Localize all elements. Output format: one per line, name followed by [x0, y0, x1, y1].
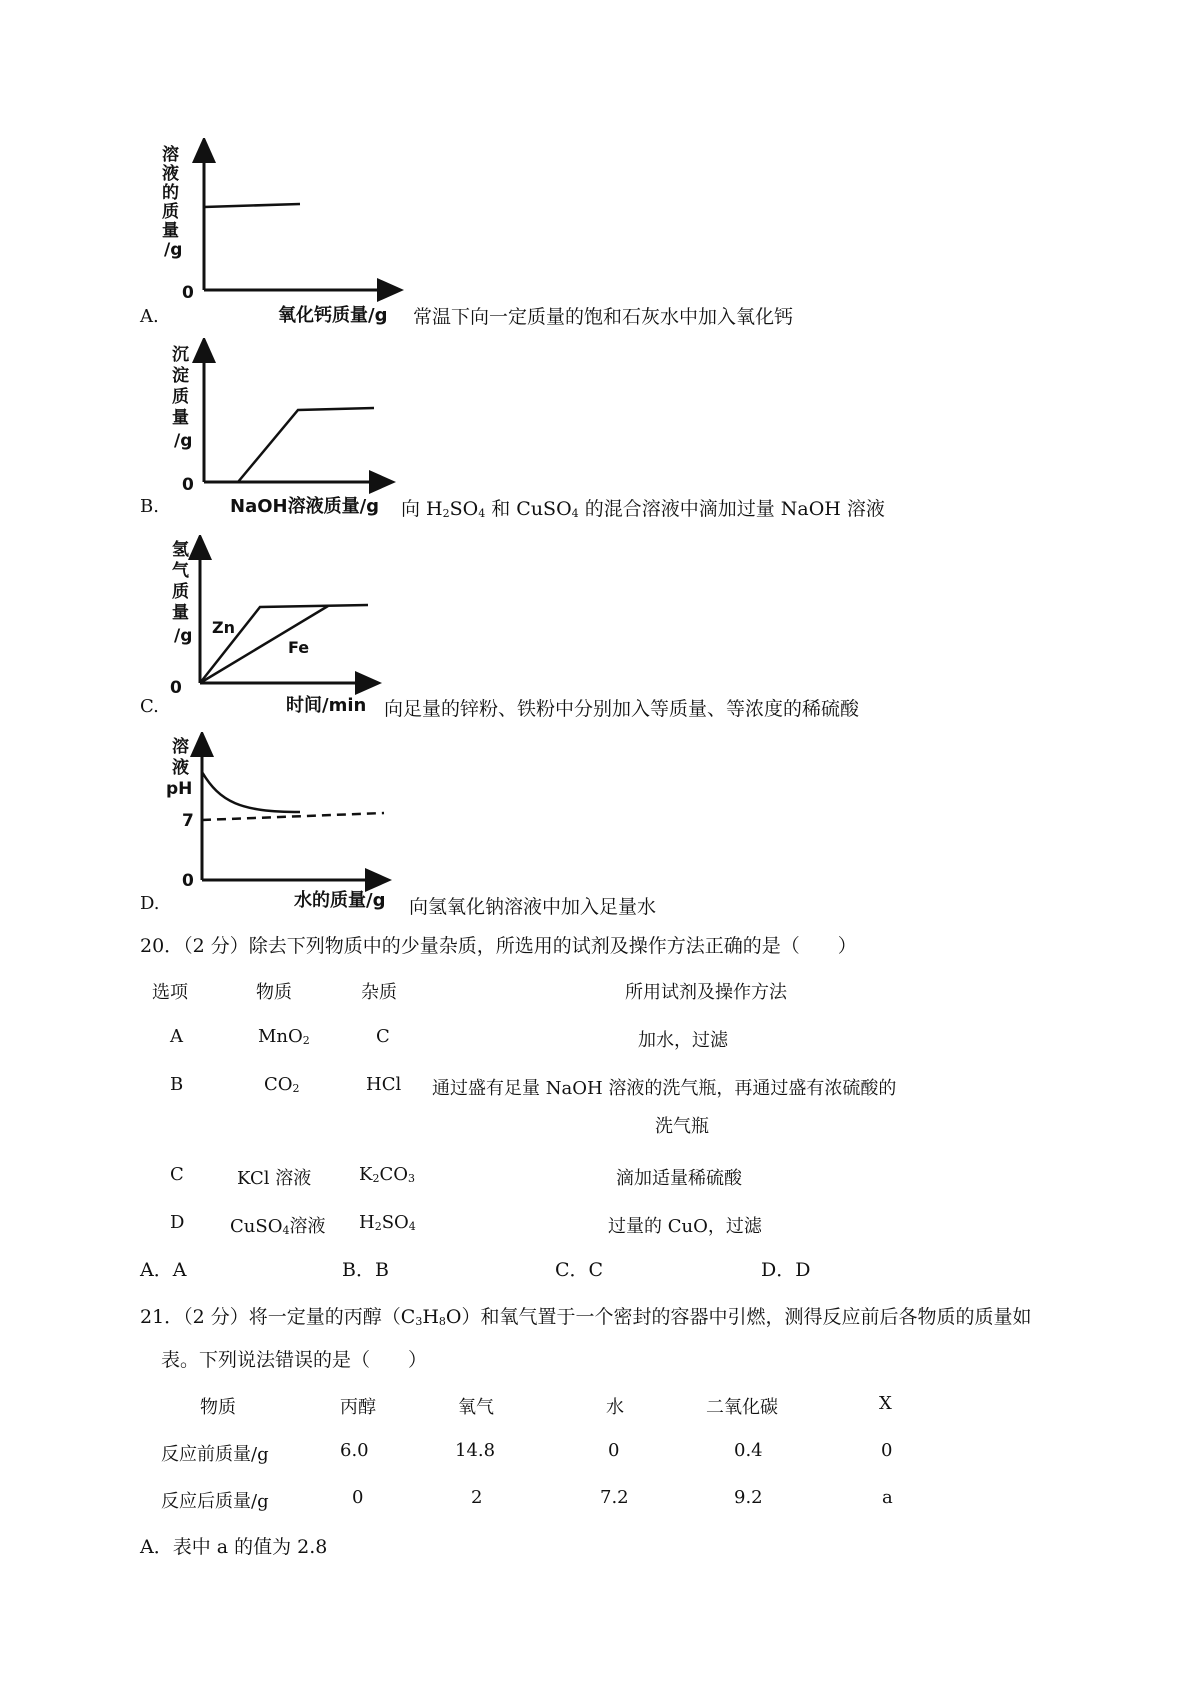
graph-d-description: 向氢氧化钠溶液中加入足量水: [409, 896, 657, 918]
xlabel: 水的质量/g: [294, 890, 386, 911]
graph-c-description: 向足量的锌粉、铁粉中分别加入等质量、等浓度的稀硫酸: [384, 698, 860, 720]
ylabel-char: 液: [172, 758, 189, 778]
ylabel-char: 质: [172, 582, 189, 602]
q20-row-substance: CuSO$_4$溶液: [230, 1216, 326, 1237]
q20-row-impurity: HCl: [366, 1074, 402, 1095]
q21-header: 水: [606, 1397, 624, 1418]
curve-zn: [200, 605, 368, 683]
q21-cell: a: [882, 1487, 893, 1508]
q20-row-option: A: [170, 1026, 183, 1047]
graph-c: [160, 535, 420, 715]
choice-d: D．D: [761, 1259, 811, 1281]
q21-header: 二氧化碳: [706, 1397, 778, 1418]
origin-label: 0: [182, 283, 194, 303]
ylabel-char: 质: [162, 202, 179, 222]
ylabel-char: 的: [162, 183, 179, 203]
q20-row-method: 加水，过滤: [638, 1030, 728, 1051]
q21-cell: 0.4: [734, 1440, 763, 1461]
q21-row-label: 反应前质量/g: [161, 1444, 269, 1465]
graph-a: [160, 138, 420, 333]
ylabel-char: 气: [172, 561, 189, 581]
q20-row-method: 过量的 CuO，过滤: [608, 1216, 762, 1237]
ylabel-char: 量: [172, 408, 189, 428]
q21-cell: 0: [608, 1440, 620, 1461]
q21-cell: 2: [471, 1487, 483, 1508]
q21-cell: 0: [352, 1487, 364, 1508]
series-label-fe: Fe: [288, 638, 310, 657]
graph-d: [160, 732, 420, 912]
origin-label: 0: [170, 678, 182, 698]
q20-row-impurity: $H_2SO_4$: [359, 1212, 416, 1233]
q21-header: 丙醇: [340, 1397, 376, 1418]
q20-header: 物质: [256, 982, 292, 1003]
ylabel-char: /g: [174, 431, 193, 451]
q21-stem-line2: 表。下列说法错误的是（ ）: [161, 1349, 428, 1371]
q20-row-option: C: [170, 1164, 184, 1185]
dashed-line-ph7: [202, 813, 384, 820]
graph-a-description: 常温下向一定质量的饱和石灰水中加入氧化钙: [413, 306, 794, 328]
ylabel-char: 溶: [172, 737, 189, 757]
q20-row-impurity: $K_2CO_3$: [359, 1164, 415, 1185]
choice-c: C．C: [555, 1259, 604, 1281]
q20-row-impurity: C: [376, 1026, 390, 1047]
q20-header: 选项: [152, 982, 188, 1003]
xlabel: 时间/min: [286, 695, 367, 715]
ylabel-char: 溶: [162, 145, 179, 165]
xlabel: 氧化钙质量/g: [278, 305, 388, 326]
option-b-label: B.: [140, 496, 159, 517]
graph-b-description: 向 $H_2SO_4$ 和 CuSO$_4$ 的混合溶液中滴加过量 NaOH 溶液: [401, 498, 885, 520]
ylabel-char: pH: [166, 779, 193, 799]
q20-row-method: 滴加适量稀硫酸: [616, 1168, 742, 1189]
series-label-zn: Zn: [212, 618, 235, 637]
ylabel-char: /g: [174, 626, 193, 646]
curve: [204, 204, 300, 207]
q20-header: 所用试剂及操作方法: [625, 982, 787, 1003]
q21-row-label: 反应后质量/g: [161, 1491, 269, 1512]
q20-row-substance: KCl 溶液: [237, 1168, 312, 1189]
q21-cell: 9.2: [734, 1487, 763, 1508]
q21-cell: 6.0: [340, 1440, 369, 1461]
graph-a-ylabel: [162, 144, 182, 260]
q20-row-substance: $CO_2$: [264, 1074, 300, 1095]
ylabel-char: 氢: [172, 540, 189, 560]
q20-row-method: 通过盛有足量 NaOH 溶液的洗气瓶，再通过盛有浓硫酸的: [432, 1078, 897, 1099]
ylabel-char: 淀: [172, 366, 189, 386]
q21-cell: 14.8: [455, 1440, 496, 1461]
ylabel-char: 量: [172, 603, 189, 623]
curve: [238, 408, 374, 482]
origin-label: 0: [182, 871, 194, 891]
choice-a: A．A: [140, 1259, 187, 1281]
q21-cell: 0: [881, 1440, 893, 1461]
q21-cell: 7.2: [600, 1487, 629, 1508]
origin-label: 0: [182, 475, 194, 495]
ytick-7: 7: [182, 811, 194, 831]
option-a-label: A.: [140, 306, 159, 327]
q21-header: X: [879, 1393, 892, 1414]
q20-stem: 20．（2 分）除去下列物质中的少量杂质，所选用的试剂及操作方法正确的是（ ）: [140, 935, 857, 957]
curve: [202, 772, 300, 812]
q20-row-option: D: [170, 1212, 185, 1233]
q21-stem-line1: 21．（2 分）将一定量的丙醇$(C_3H_8O)$和氧气置于一个密封的容器中引燃，测得反应前后各物质的质量如: [140, 1306, 1032, 1328]
q20-row-option: B: [170, 1074, 184, 1095]
q21-header: 氧气: [458, 1397, 494, 1418]
q21-header: 物质: [200, 1397, 236, 1418]
q21-choice-a: A．表中 a 的值为 2.8: [140, 1536, 328, 1558]
q20-row-method-cont: 洗气瓶: [655, 1116, 709, 1137]
option-c-label: C.: [140, 696, 159, 717]
ylabel-char: 沉: [172, 345, 189, 365]
ylabel-char: 液: [162, 164, 179, 184]
option-d-label: D.: [140, 893, 160, 914]
graph-b: [160, 338, 420, 523]
xlabel: NaOH溶液质量/g: [230, 496, 380, 517]
q20-row-substance: MnO$_2$: [258, 1026, 310, 1047]
q20-header: 杂质: [361, 982, 397, 1003]
ylabel-char: /g: [164, 240, 183, 260]
ylabel-char: 质: [172, 387, 189, 407]
ylabel-char: 量: [162, 221, 179, 241]
choice-b: B．B: [342, 1259, 389, 1281]
